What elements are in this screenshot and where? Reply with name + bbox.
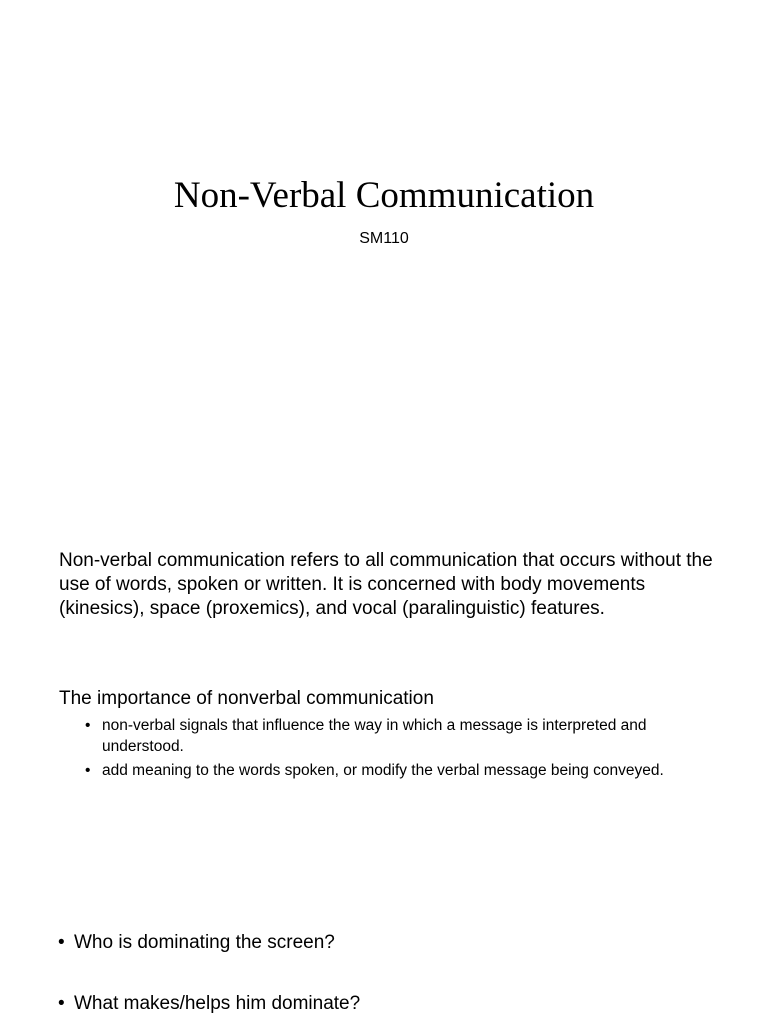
- slide-subtitle: SM110: [359, 230, 409, 247]
- question-text: What makes/helps him dominate?: [74, 993, 361, 1014]
- questions-slide: [0, 905, 768, 1024]
- bullet-icon: •: [85, 762, 91, 779]
- list-item: [58, 931, 360, 955]
- title-slide: [0, 0, 768, 505]
- importance-list: [85, 715, 705, 784]
- importance-heading: The importance of nonverbal communication: [59, 688, 434, 709]
- definition-paragraph: Non-verbal communication refers to all communication that occurs without the use of words, spoken or written. It is concerned with body movements (kinesics), space (proxemics), and vocal (paralinguistic) features.: [59, 550, 713, 619]
- content-slide: [0, 535, 768, 890]
- list-item: [85, 715, 705, 757]
- importance-point-text: add meaning to the words spoken, or modify the verbal message being conveyed.: [102, 762, 664, 779]
- questions-list: [58, 931, 360, 1016]
- importance-point-text: non-verbal signals that influence the way in which a message is interpreted and understood.: [102, 717, 647, 755]
- bullet-icon: •: [58, 993, 65, 1014]
- question-text: Who is dominating the screen?: [74, 932, 335, 953]
- list-item: [58, 992, 360, 1016]
- bullet-icon: •: [85, 717, 91, 734]
- list-item: [85, 760, 705, 781]
- bullet-icon: •: [58, 932, 65, 953]
- slide-title: Non-Verbal Communication: [173, 175, 595, 216]
